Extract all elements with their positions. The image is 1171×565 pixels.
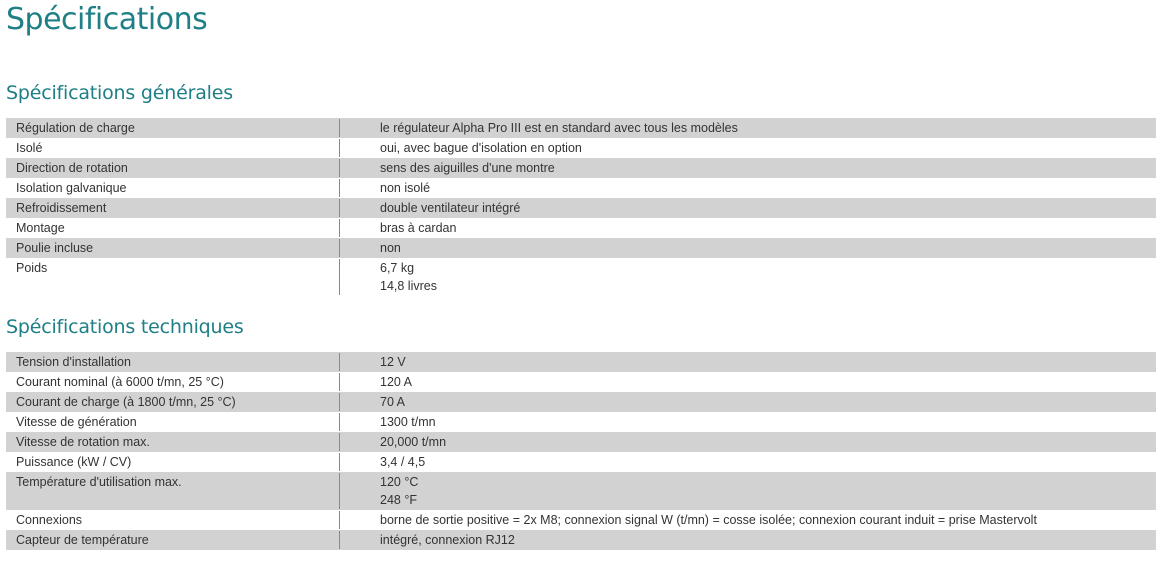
spec-value-line: 70 A <box>380 395 406 409</box>
spec-value-line: 14,8 livres <box>380 279 437 293</box>
spec-value <box>340 179 1156 197</box>
spec-value-line: non <box>380 241 401 255</box>
table-row <box>6 452 1156 472</box>
table-row <box>6 218 1156 238</box>
table-row <box>6 138 1156 158</box>
spec-label: Poids <box>6 259 340 295</box>
spec-label: Courant de charge (à 1800 t/mn, 25 °C) <box>6 393 340 411</box>
spec-value-line: 1300 t/mn <box>380 415 436 429</box>
spec-value-line: 248 °F <box>380 493 417 507</box>
table-row <box>6 472 1156 510</box>
spec-label: Capteur de température <box>6 531 340 549</box>
spec-label: Courant nominal (à 6000 t/mn, 25 °C) <box>6 373 340 391</box>
spec-value <box>340 413 1156 431</box>
spec-label: Puissance (kW / CV) <box>6 453 340 471</box>
spec-label: Refroidissement <box>6 199 340 217</box>
spec-label: Montage <box>6 219 340 237</box>
spec-value <box>340 159 1156 177</box>
spec-label: Vitesse de génération <box>6 413 340 431</box>
spec-value-line: 120 A <box>380 375 412 389</box>
table-row <box>6 432 1156 452</box>
spec-label: Direction de rotation <box>6 159 340 177</box>
spec-value-line: borne de sortie positive = 2x M8; connexion signal W (t/mn) = cosse isolée; connexion courant induit = prise Mastervolt <box>380 513 1037 527</box>
section-title-general: Spécifications générales <box>6 82 233 104</box>
spec-value-line: le régulateur Alpha Pro III est en standard avec tous les modèles <box>380 121 738 135</box>
spec-value <box>340 199 1156 217</box>
table-row <box>6 510 1156 530</box>
spec-label: Connexions <box>6 511 340 529</box>
spec-value <box>340 119 1156 137</box>
spec-value <box>340 393 1156 411</box>
table-row <box>6 392 1156 412</box>
spec-value <box>340 473 1156 509</box>
section-title-technical: Spécifications techniques <box>6 316 244 338</box>
spec-value-line: bras à cardan <box>380 221 457 235</box>
spec-value-line: non isolé <box>380 181 431 195</box>
table-row <box>6 258 1156 296</box>
spec-value-line: 6,7 kg <box>380 261 415 275</box>
table-row <box>6 530 1156 550</box>
spec-value <box>340 259 1156 295</box>
spec-value-line: double ventilateur intégré <box>380 201 521 215</box>
spec-value <box>340 453 1156 471</box>
spec-value <box>340 511 1156 529</box>
spec-value <box>340 433 1156 451</box>
spec-value-line: oui, avec bague d'isolation en option <box>380 141 582 155</box>
spec-value <box>340 219 1156 237</box>
spec-label: Régulation de charge <box>6 119 340 137</box>
spec-label: Poulie incluse <box>6 239 340 257</box>
page-title: Spécifications <box>6 2 208 37</box>
table-row <box>6 198 1156 218</box>
spec-table-technical <box>6 352 1156 550</box>
spec-value-line: 3,4 / 4,5 <box>380 455 426 469</box>
table-row <box>6 118 1156 138</box>
spec-value <box>340 353 1156 371</box>
spec-value-line: 20,000 t/mn <box>380 435 447 449</box>
spec-value-line: sens des aiguilles d'une montre <box>380 161 555 175</box>
spec-label: Isolation galvanique <box>6 179 340 197</box>
spec-label: Température d'utilisation max. <box>6 473 340 509</box>
table-row <box>6 158 1156 178</box>
spec-value <box>340 139 1156 157</box>
table-row <box>6 238 1156 258</box>
spec-value-line: 120 °C <box>380 475 419 489</box>
spec-label: Tension d'installation <box>6 353 340 371</box>
spec-label: Isolé <box>6 139 340 157</box>
spec-table-general <box>6 118 1156 296</box>
table-row <box>6 352 1156 372</box>
table-row <box>6 372 1156 392</box>
table-row <box>6 412 1156 432</box>
table-row <box>6 178 1156 198</box>
spec-value-line: 12 V <box>380 355 406 369</box>
spec-value <box>340 239 1156 257</box>
spec-value <box>340 531 1156 549</box>
spec-value-line: intégré, connexion RJ12 <box>380 533 515 547</box>
spec-value <box>340 373 1156 391</box>
spec-label: Vitesse de rotation max. <box>6 433 340 451</box>
